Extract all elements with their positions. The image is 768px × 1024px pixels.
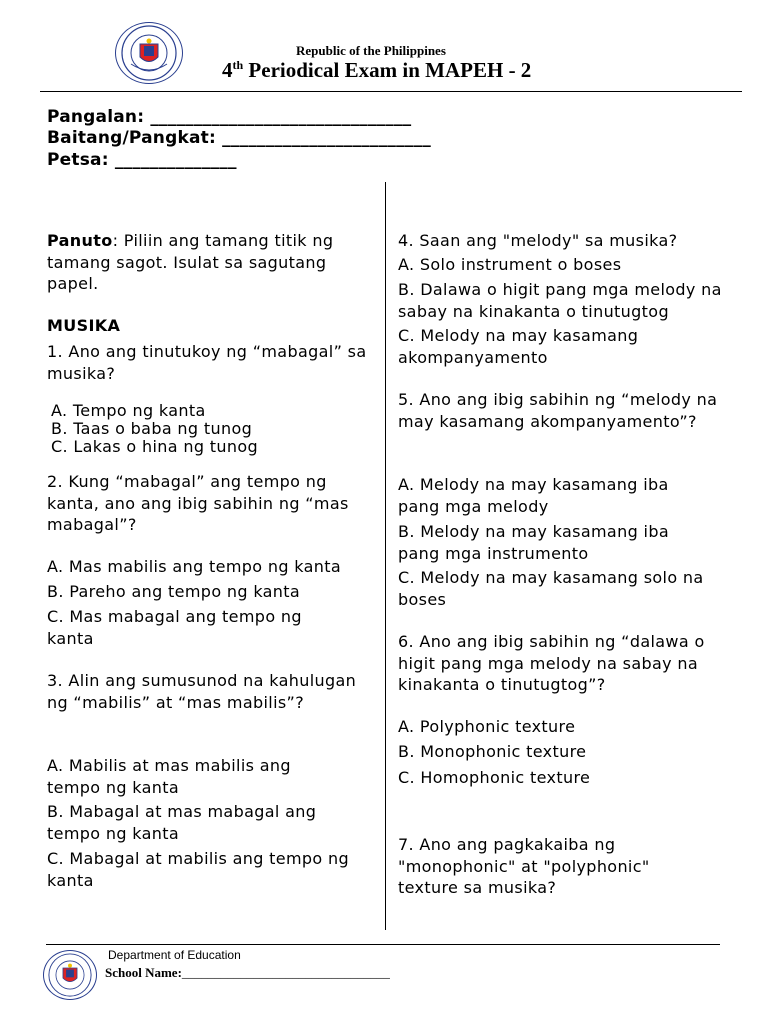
grade-blank: ________________________ [222,128,431,148]
name-blank: ______________________________ [150,107,412,127]
column-divider [385,182,386,930]
instructions-label: Panuto [47,231,113,250]
q5-option-b: B. Melody na may kasamang iba pang mga instrumento [398,522,669,563]
q6-option-b: B. Monophonic texture [398,742,587,761]
q3-option-a: A. Mabilis at mas mabilis ang tempo ng kanta [47,756,291,797]
question-6: 6. Ano ang ibig sabihin ng “dalawa o higit pang mga melody na sabay na kinakanta o tinutugtog”? [398,632,705,694]
q4-option-b: B. Dalawa o higit pang mga melody na sabay na kinakanta o tinutugtog [398,280,722,321]
grade-field[interactable] [47,128,431,148]
school-name-label: School Name: [105,965,182,980]
instructions [47,230,367,295]
q6-option-a: A. Polyphonic texture [398,717,576,736]
q6-option-c: C. Homophonic texture [398,768,591,787]
date-field[interactable] [47,150,237,170]
question-5: 5. Ano ang ibig sabihin ng “melody na may kasamang akompanyamento”? [398,390,718,431]
q4-option-c: C. Melody na may kasamang akompanyamento [398,326,639,367]
q3-option-b: B. Mabagal at mas mabagal ang tempo ng kanta [47,802,317,843]
question-7: 7. Ano ang pagkakaiba ng "monophonic" at "polyphonic" texture sa musika? [398,835,650,897]
q1-option-c: C. Lakas o hina ng tunog [51,437,259,456]
q4-option-a: A. Solo instrument o boses [398,255,622,274]
date-label: Petsa: [47,150,109,170]
q1-option-b: B. Taas o baba ng tunog [51,419,253,438]
title-text: Periodical Exam in MAPEH - 2 [243,58,532,82]
q2-option-c: C. Mas mabagal ang tempo ng kanta [47,607,302,648]
question-4: 4. Saan ang "melody" sa musika? [398,231,678,250]
header-divider [40,91,742,92]
q2-option-b: B. Pareho ang tempo ng kanta [47,582,301,601]
name-label: Pangalan: [47,107,145,127]
grade-label: Baitang/Pangkat: [47,128,216,148]
footer-divider [46,944,720,945]
school-name-blank: ________________________________ [181,965,390,980]
exam-title [222,58,531,83]
date-blank: ______________ [114,150,237,170]
q5-option-c: C. Melody na may kasamang solo na boses [398,568,704,609]
title-number: 4 [222,58,233,82]
q2-option-a: A. Mas mabilis ang tempo ng kanta [47,557,342,576]
q5-option-a: A. Melody na may kasamang iba pang mga melody [398,475,669,516]
footer-department: Department of Education [108,948,241,962]
q1-option-a: A. Tempo ng kanta [51,401,206,420]
question-2: 2. Kung “mabagal” ang tempo ng kanta, ano ang ibig sabihin ng “mas mabagal”? [47,472,349,534]
name-field[interactable] [47,107,411,127]
title-superscript: th [232,58,244,72]
republic-heading: Republic of the Philippines [296,43,446,58]
footer-seal-logo [43,950,97,1000]
school-name-field[interactable] [105,965,390,981]
instructions-text: : Piliin ang tamang titik ng tamang sagot. Isulat sa sagutang papel. [47,231,334,293]
question-3: 3. Alin ang sumusunod na kahulugan ng “mabilis” at “mas mabilis”? [47,671,357,712]
question-1: 1. Ano ang tinutukoy ng “mabagal” sa musika? [47,342,367,383]
deped-seal-logo [115,22,183,84]
section-heading: MUSIKA [47,316,121,335]
q3-option-c: C. Mabagal at mabilis ang tempo ng kanta [47,849,349,890]
